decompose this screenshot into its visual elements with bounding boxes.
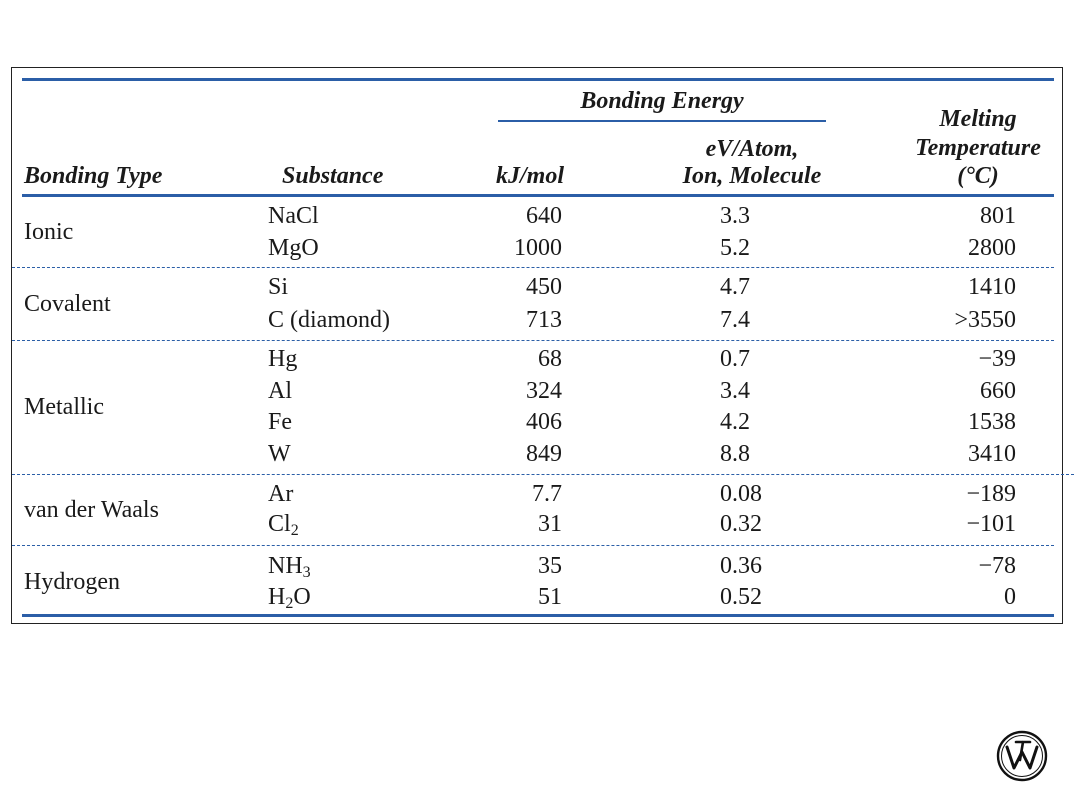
ev-cell: 8.8 (720, 441, 750, 467)
header-melting-line3: (°C) (957, 163, 999, 189)
melt-cell: 660 (980, 378, 1016, 404)
ev-cell: 4.2 (720, 409, 750, 435)
melt-cell: −189 (966, 481, 1016, 507)
kj-cell: 51 (538, 584, 562, 610)
substance-cell: C (diamond) (268, 307, 390, 333)
substance-subscript: 2 (285, 595, 294, 612)
header-ev-line1: eV/Atom, (705, 136, 799, 162)
header-kj-mol: kJ/mol (496, 163, 565, 189)
melt-cell: 3410 (968, 441, 1016, 467)
kj-cell: 68 (538, 346, 562, 372)
melt-cell: −101 (966, 511, 1016, 537)
ev-cell: 3.4 (720, 378, 750, 404)
ev-cell: 0.7 (720, 346, 750, 372)
header-ev-line2: Ion, Molecule (682, 163, 822, 189)
bonding-energy-table (11, 67, 1063, 624)
ev-cell: 0.32 (720, 511, 762, 537)
header-substance: Substance (282, 163, 384, 189)
substance-base: NH (268, 553, 303, 579)
substance-cell: Ar (268, 481, 294, 507)
kj-cell: 7.7 (532, 481, 562, 507)
melt-cell: 801 (980, 203, 1016, 229)
ev-cell: 0.36 (720, 553, 762, 579)
header-bonding-type: Bonding Type (24, 163, 163, 189)
melt-cell: −39 (978, 346, 1016, 372)
substance-cell: NaCl (268, 203, 319, 229)
kj-cell: 450 (526, 274, 562, 300)
ev-cell: 0.08 (720, 481, 762, 507)
substance-subscript: 2 (290, 522, 299, 539)
substance-cell: Hg (268, 346, 298, 372)
header-bottom-rule (22, 194, 1054, 197)
melt-cell: 1410 (968, 274, 1016, 300)
substance-cell: MgO (268, 235, 319, 261)
header-bonding-energy: Bonding Energy (580, 88, 744, 114)
kj-cell: 406 (526, 409, 562, 435)
group-divider (12, 474, 1074, 475)
substance-cell: Fe (268, 409, 292, 435)
melt-cell: −78 (978, 553, 1016, 579)
group-divider (12, 545, 1054, 546)
substance-cell (268, 552, 311, 580)
substance-cell: Si (268, 274, 289, 300)
kj-cell: 324 (526, 378, 562, 404)
bonding-type-hydrogen: Hydrogen (24, 569, 120, 595)
ev-cell: 5.2 (720, 235, 750, 261)
group-divider (12, 267, 1054, 268)
kj-cell: 1000 (514, 235, 562, 261)
header-melting-line2: Temperature (915, 135, 1041, 161)
ev-cell: 7.4 (720, 307, 750, 333)
substance-base: H (268, 584, 286, 610)
kj-cell: 640 (526, 203, 562, 229)
header-melting-line1: Melting (939, 106, 1017, 132)
bonding-energy-span-rule (498, 120, 826, 122)
kj-cell: 849 (526, 441, 562, 467)
substance-base: Cl (268, 511, 291, 537)
group-divider (12, 340, 1054, 341)
table-bottom-rule (22, 614, 1054, 617)
bonding-type-van-der-waals: van der Waals (24, 497, 159, 523)
substance-cell: W (268, 441, 291, 467)
melt-cell: 0 (1004, 584, 1016, 610)
bonding-type-metallic: Metallic (24, 394, 104, 420)
bonding-type-covalent: Covalent (24, 291, 111, 317)
substance-tail: O (293, 584, 311, 610)
substance-cell: Al (268, 378, 292, 404)
melt-cell: 2800 (968, 235, 1016, 261)
kj-cell: 35 (538, 553, 562, 579)
table-top-rule (22, 78, 1054, 81)
substance-cell (268, 583, 311, 611)
kj-cell: 31 (538, 511, 562, 537)
kj-cell: 713 (526, 307, 562, 333)
substance-subscript: 3 (302, 564, 311, 581)
bonding-type-ionic: Ionic (24, 219, 74, 245)
ev-cell: 0.52 (720, 584, 762, 610)
melt-cell: >3550 (954, 307, 1016, 333)
ev-cell: 4.7 (720, 274, 750, 300)
melt-cell: 1538 (968, 409, 1016, 435)
ev-cell: 3.3 (720, 203, 750, 229)
wiley-logo-icon (996, 730, 1048, 782)
substance-cell (268, 510, 299, 538)
